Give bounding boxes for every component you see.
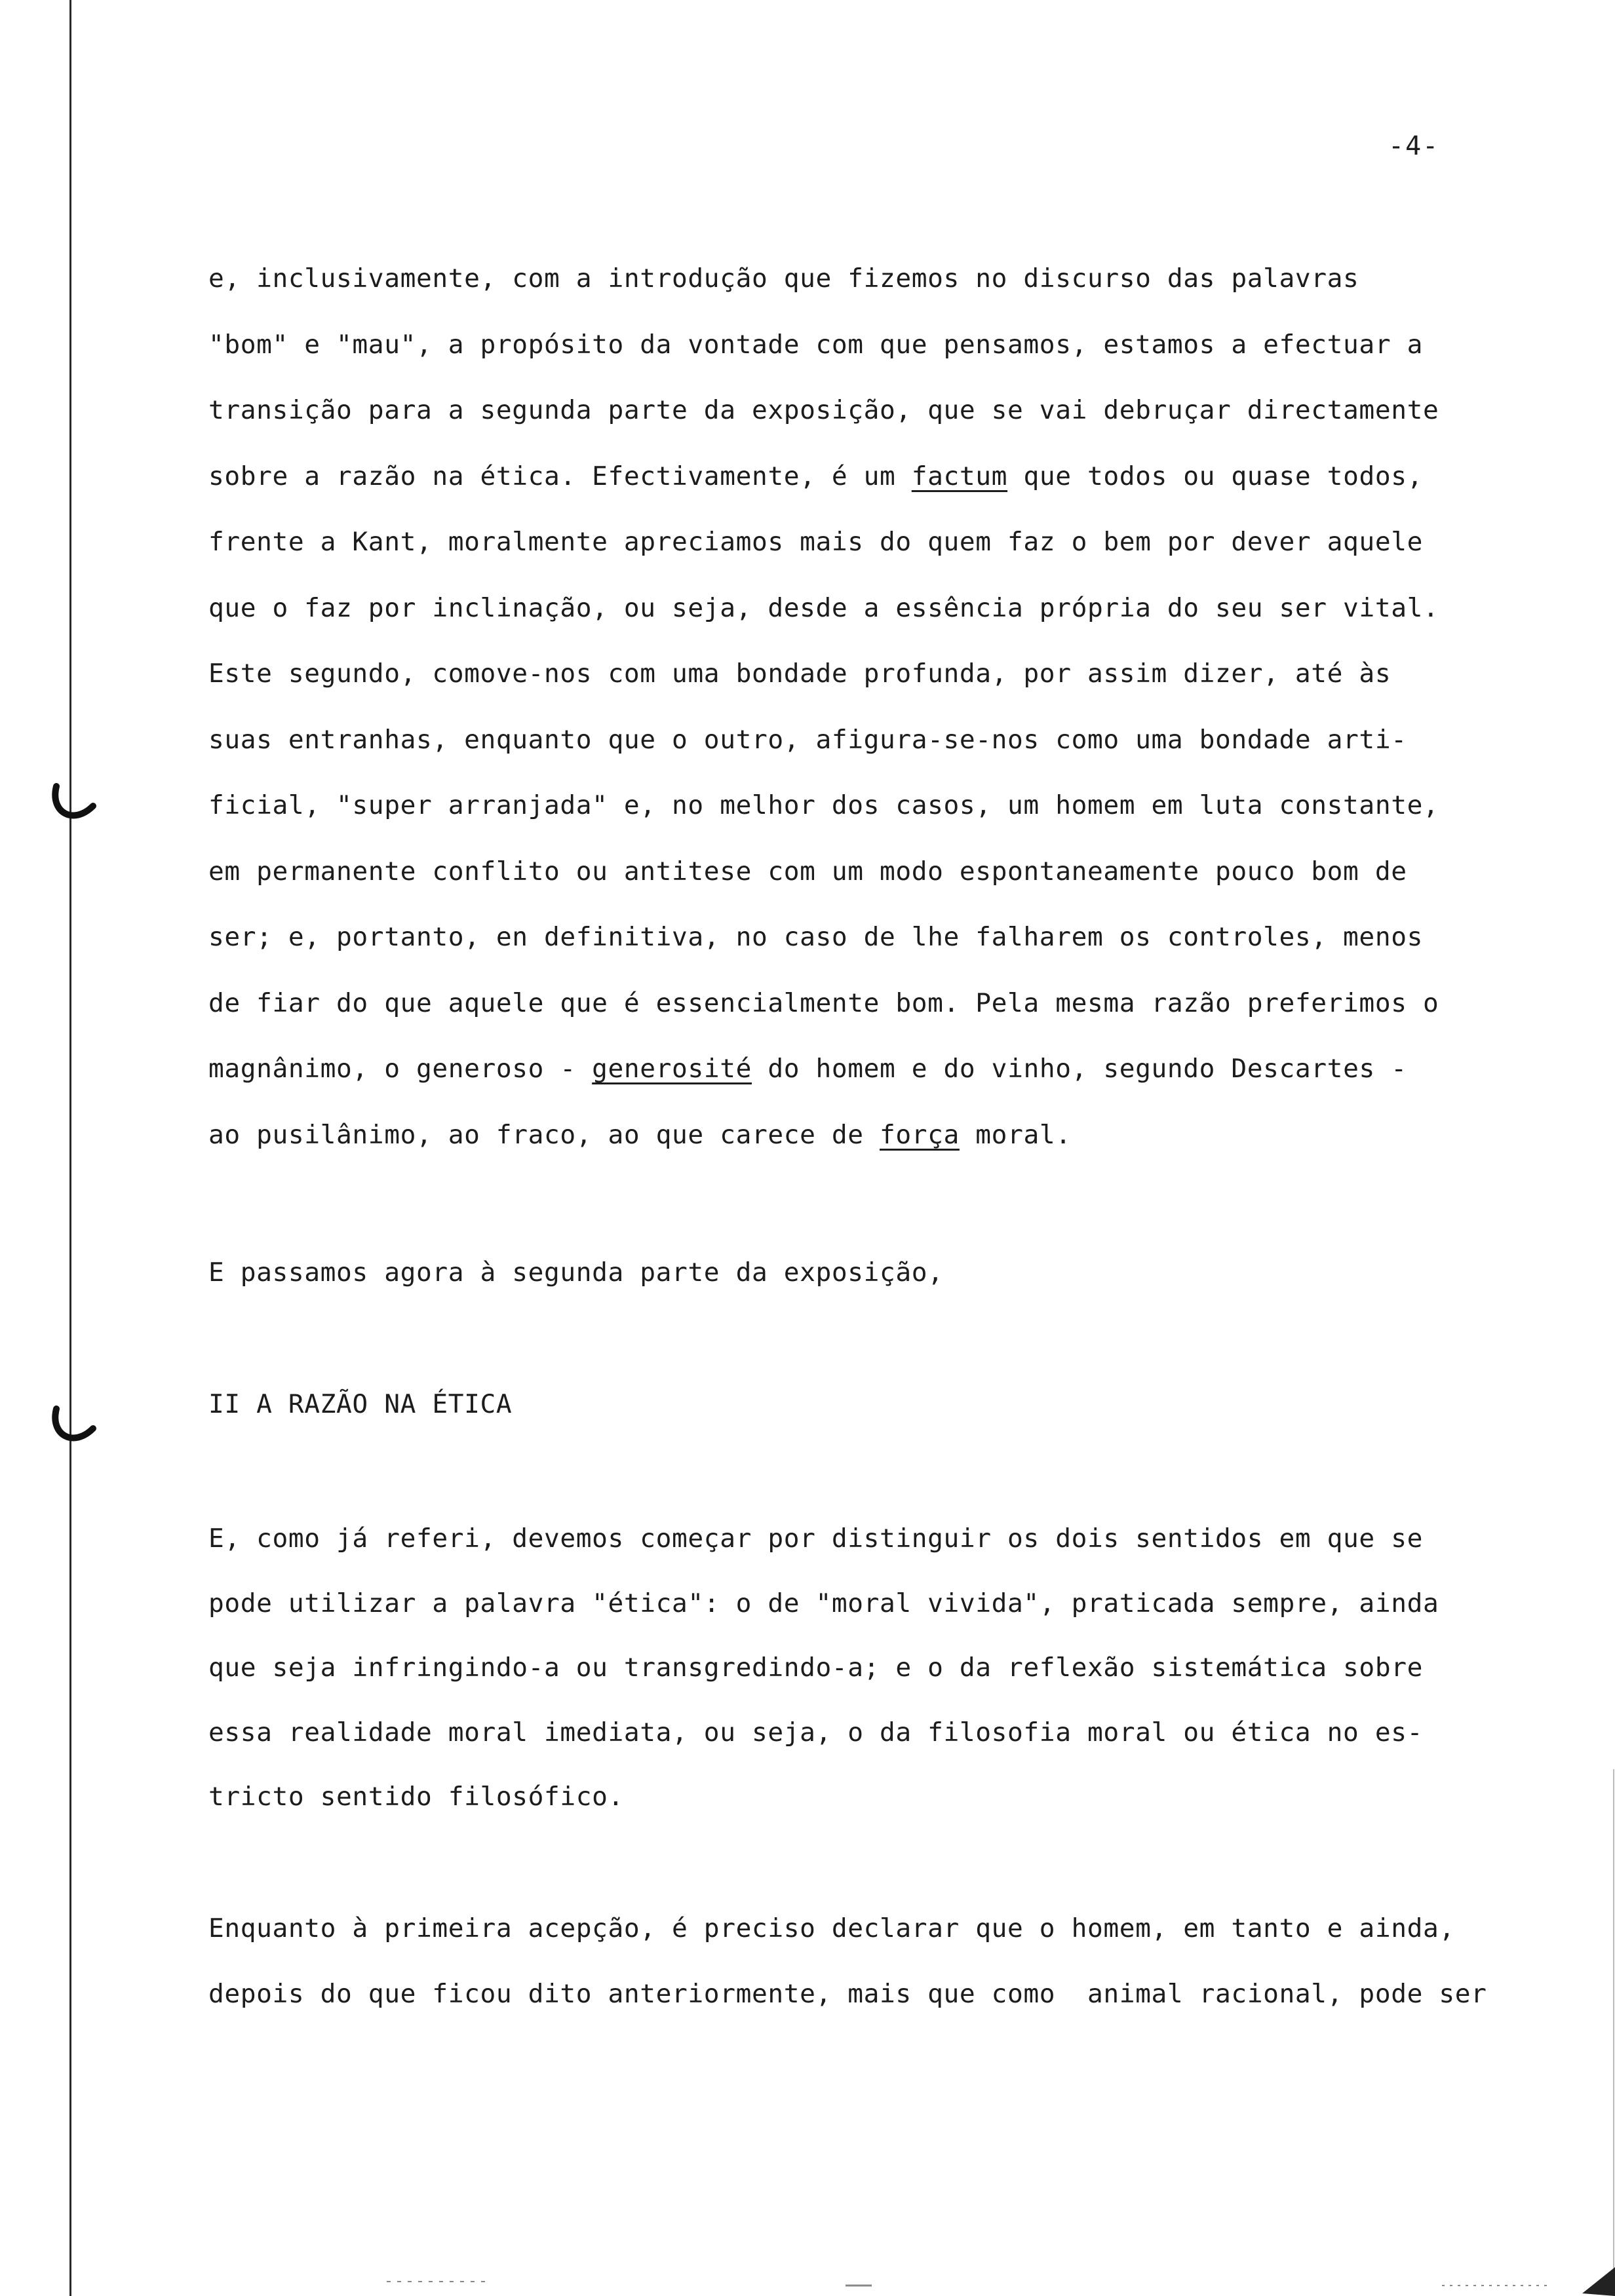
text-line: [208, 1909, 1455, 1948]
text-line: [208, 588, 1439, 628]
binder-margin-line: [69, 0, 71, 2296]
text-segment: moral.: [959, 1119, 1072, 1150]
text-segment: "bom" e "mau", a propósito da vontade com que pensamos, estamos a efectuar a: [208, 329, 1423, 360]
underlined-term: factum: [911, 461, 1008, 491]
underlined-term: força: [880, 1119, 960, 1150]
text-segment: ser; e, portanto, en definitiva, no caso de lhe falharem os controles, menos: [208, 922, 1423, 952]
text-line: [208, 1648, 1423, 1687]
text-segment: frente a Kant, moralmente apreciamos mais do quem faz o bem por dever aquele: [208, 527, 1423, 557]
text-segment: E, como já referi, devemos começar por distinguir os dois sentidos em que se: [208, 1523, 1423, 1554]
binder-hook-icon: [47, 780, 100, 832]
text-segment: depois do que ficou dito anteriormente, mais que como animal racional, pode ser: [208, 1979, 1487, 2009]
text-line: [208, 1519, 1423, 1558]
text-line: [208, 391, 1439, 430]
text-segment: Este segundo, comove-nos com uma bondade profunda, por assim dizer, até às: [208, 659, 1391, 689]
text-line: [208, 1777, 624, 1816]
text-segment: ficial, "super arranjada" e, no melhor dos casos, um homem em luta constante,: [208, 790, 1439, 820]
text-segment: de fiar do que aquele que é essencialmente bom. Pela mesma razão preferimos o: [208, 987, 1439, 1018]
text-line: [208, 1584, 1439, 1623]
text-segment: Enquanto à primeira acepção, é preciso declarar que o homem, em tanto e ainda,: [208, 1913, 1455, 1943]
text-segment: sobre a razão na ética. Efectivamente, é um: [208, 461, 912, 491]
text-line: [208, 786, 1439, 825]
text-segment: do homem e do vinho, segundo Descartes -: [751, 1054, 1407, 1084]
text-line: [208, 1049, 1407, 1088]
binder-hook-icon: [47, 1402, 100, 1455]
text-line: [208, 457, 1423, 496]
text-segment: suas entranhas, enquanto que o outro, afigura-se-nos como uma bondade arti-: [208, 724, 1407, 755]
text-segment: e, inclusivamente, com a introdução que fizemos no discurso das palavras: [208, 263, 1359, 294]
text-segment: que todos ou quase todos,: [1007, 461, 1423, 491]
text-line: [208, 325, 1423, 364]
text-segment: que o faz por inclinação, ou seja, desde a essência própria do seu ser vital.: [208, 592, 1439, 623]
text-segment: ao pusilânimo, ao fraco, ao que carece de: [208, 1119, 880, 1150]
text-segment: tricto sentido filosófico.: [208, 1782, 624, 1812]
text-line: [208, 917, 1423, 957]
bottom-scan-marks: [0, 2274, 1615, 2293]
transition-line: E passamos agora à segunda parte da exposição,: [208, 1257, 944, 1288]
page-edge-shadow: [1576, 1769, 1615, 2296]
text-line: [208, 654, 1391, 693]
text-segment: que seja infringindo-a ou transgredindo-a; e o da reflexão sistemática sobre: [208, 1653, 1423, 1683]
text-segment: essa realidade moral imediata, ou seja, o da filosofia moral ou ética no es-: [208, 1717, 1423, 1748]
page-number: -4-: [1388, 131, 1440, 161]
section-heading: II A RAZÃO NA ÉTICA: [208, 1389, 513, 1419]
text-line: [208, 1974, 1487, 2014]
text-segment: em permanente conflito ou antitese com um modo espontaneamente pouco bom de: [208, 856, 1407, 887]
text-segment: transição para a segunda parte da exposição, que se vai debruçar directamente: [208, 395, 1439, 425]
text-line: [208, 1713, 1423, 1752]
text-line: [208, 720, 1407, 759]
underlined-term: generosité: [592, 1054, 752, 1084]
text-line: [208, 259, 1359, 298]
text-line: [208, 1115, 1072, 1155]
text-segment: pode utilizar a palavra "ética": o de "moral vivida", praticada sempre, ainda: [208, 1588, 1439, 1618]
text-line: [208, 984, 1439, 1023]
text-line: [208, 522, 1423, 562]
text-line: [208, 852, 1407, 891]
text-segment: magnânimo, o generoso -: [208, 1054, 593, 1084]
